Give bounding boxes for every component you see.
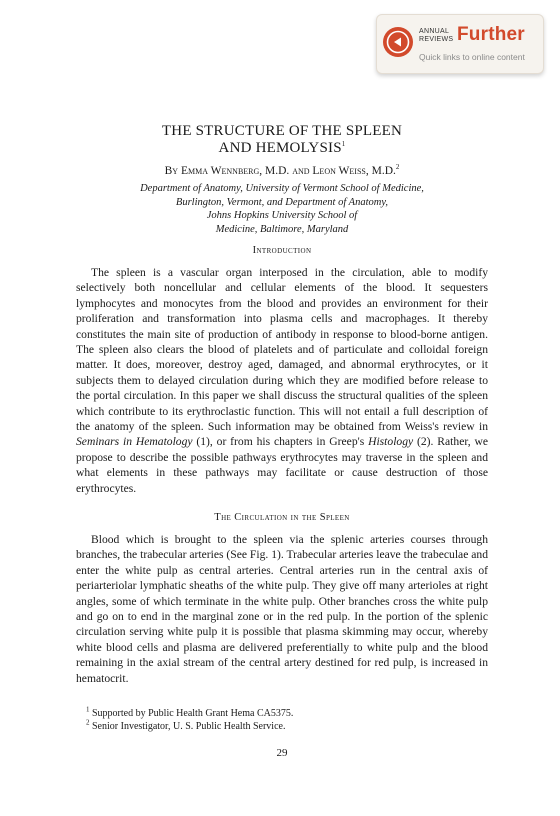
author-2-footnote-mark: 2 — [395, 163, 400, 172]
affiliation-line: Johns Hopkins University School of — [206, 210, 358, 221]
introduction-paragraph — [76, 265, 488, 496]
journal-title: Seminars in Hematology — [76, 435, 193, 449]
author-2: Leon Weiss, M.D. — [312, 165, 396, 177]
section-heading-circulation: The Circulation in the Spleen — [214, 512, 350, 523]
footnotes — [86, 707, 486, 733]
footnote-1-mark: 1 — [86, 705, 90, 714]
intro-text-3: (2). Rather, we propose to describe the possible pathways erythrocytes may traverse in the spleen and what elements in these pathways may facilitate or cause destruction of those erythrocytes. — [76, 435, 488, 495]
section-heading-introduction: Introduction — [252, 245, 312, 256]
book-title: Histology — [368, 435, 414, 449]
title-footnote-mark: 1 — [341, 140, 346, 148]
badge-further-text: Further — [457, 24, 525, 45]
footnote-1-text: Supported by Public Health Grant Hema CA5375. — [92, 708, 294, 719]
affiliation-line: Burlington, Vermont, and Department of Anatomy, — [175, 196, 389, 208]
title-line-1: THE STRUCTURE OF THE SPLEEN — [161, 123, 403, 139]
circulation-paragraph: Blood which is brought to the spleen via the splenic arteries courses through branches, the trabecular arteries (See Fig. 1). Trabecular arteries leave the trabeculae and enter the white pulp as central arteries. Central arteries run in the central axis of periarteriolar lymphatic sheaths of the white pulp. They give off many arterioles at right angles, some of which terminate in the white pulp. Other branches cross the white pulp and go on to end in the marginal zone or in the red pulp. In the portion of the splenic circulation serving white pulp it is possible that plasma skimming may occur, whereby white blood cells and plasma are delivered preferentially to white pulp and the blood remaining in the axial stream of the central artery destined for red pulp, is increased in hematocrit. — [76, 533, 488, 685]
affiliation-line: Department of Anatomy, University of Vermont School of Medicine, — [140, 183, 424, 194]
annual-reviews-further-badge[interactable] — [376, 14, 544, 74]
badge-reviews-text: REVIEWS — [419, 36, 454, 43]
footnote-2-text: Senior Investigator, U. S. Public Health Service. — [92, 721, 286, 732]
footnote-2-mark: 2 — [86, 718, 90, 727]
title-line-2 — [76, 140, 488, 157]
further-logo-icon — [383, 27, 413, 57]
intro-text-2: (1), or from his chapters in Greep's — [192, 435, 369, 449]
footnote-2 — [86, 720, 486, 733]
badge-tagline: Quick links to online content — [419, 52, 525, 62]
page-number: 29 — [276, 747, 288, 759]
paper-title — [76, 123, 488, 157]
badge-annual-text: ANNUAL — [419, 28, 450, 35]
author-1: Emma Wennberg, M.D. — [180, 165, 290, 177]
title-line-2-text: AND HEMOLYSIS — [218, 140, 342, 156]
affiliation — [76, 182, 488, 236]
footnote-1 — [86, 707, 486, 720]
author-conjunction: and — [292, 165, 310, 177]
author-line — [76, 164, 488, 178]
affiliation-line: Medicine, Baltimore, Maryland — [215, 223, 349, 235]
author-prefix: By — [164, 165, 179, 177]
intro-text-1: The spleen is a vascular organ interposed in the circulation, able to modify selectively both noncellular and cellular elements of the blood. It sequesters lymphocytes and monocytes from the blood and provides an environment for their proliferation and transformation into plasma cells and macrophages. It thereby constitutes the main site of production of antibody in response to blood-borne antigen. The spleen also clears the blood of platelets and of particulate and colloidal foreign matter. It does, moreover, destroy aged, damaged, and abnormal erythrocytes, or it subjects them to delayed circulation during which they are modified before release to the portal circulation. In this paper we shall discuss the structural qualities of the spleen which contribute to its erythroclastic function. This will not entail a full description of the anatomy of the spleen. Such information may be obtained from Weiss's review in — [76, 266, 488, 434]
annual-reviews-wordmark — [419, 28, 453, 44]
